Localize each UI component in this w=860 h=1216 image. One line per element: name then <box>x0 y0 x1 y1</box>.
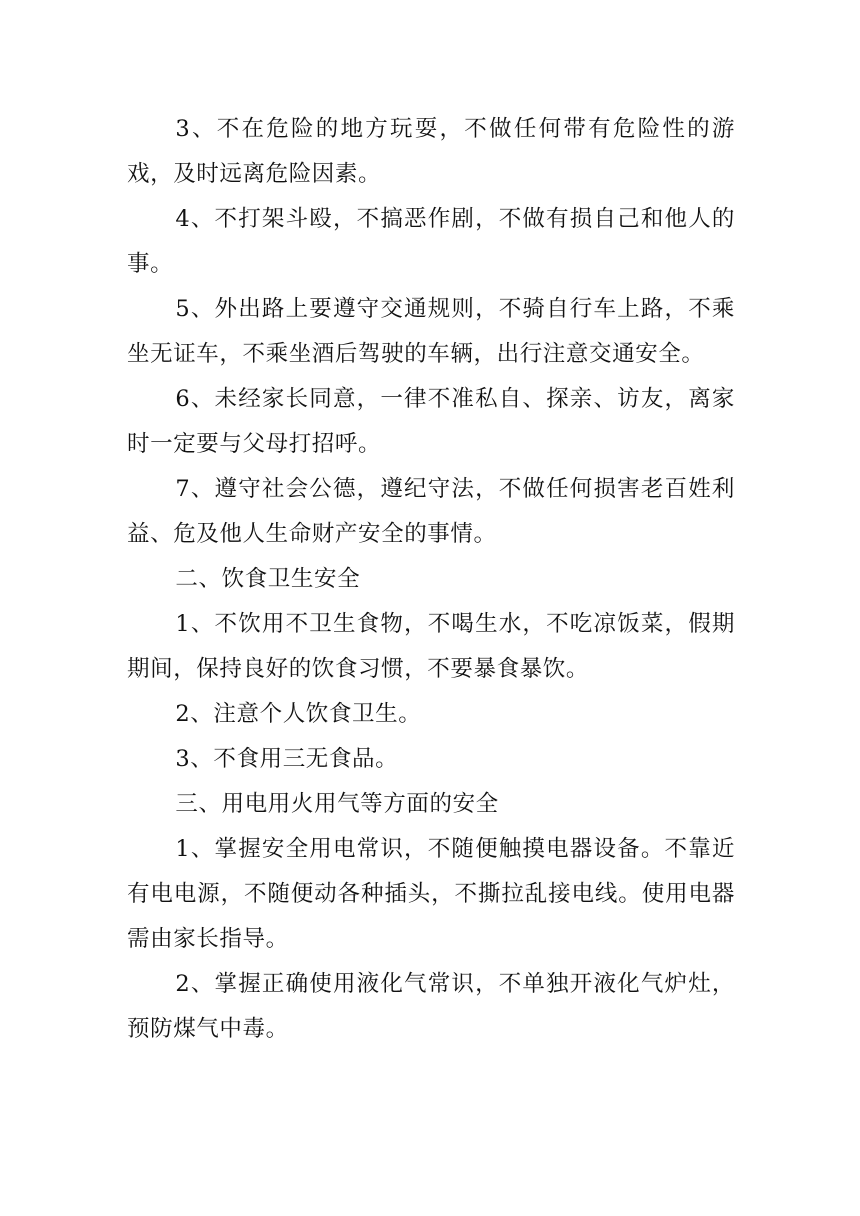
paragraph-item-6-parent-consent: 6、未经家长同意，一律不准私自、探亲、访友，离家时一定要与父母打招呼。 <box>127 386 735 457</box>
paragraph-item-7-social-morality: 7、遵守社会公德，遵纪守法，不做任何损害老百姓利益、危及他人生命财产安全的事情。 <box>127 476 735 547</box>
section-heading-food-safety: 二、饮食卫生安全 <box>175 566 361 592</box>
section-heading-electric-fire-gas: 三、用电用火用气等方面的安全 <box>175 791 499 817</box>
document-body <box>127 107 735 1052</box>
paragraph-item-4-no-fighting: 4、不打架斗殴，不搞恶作剧，不做有损自己和他人的事。 <box>127 206 735 277</box>
paragraph-food-item-1: 1、不饮用不卫生食物，不喝生水，不吃凉饭菜，假期期间，保持良好的饮食习惯，不要暴食暴饮。 <box>127 611 735 682</box>
paragraph-item-5-traffic-rules: 5、外出路上要遵守交通规则，不骑自行车上路，不乘坐无证车，不乘坐酒后驾驶的车辆，出行注意交通安全。 <box>127 296 735 367</box>
paragraph-food-item-2: 2、注意个人饮食卫生。 <box>175 701 422 727</box>
paragraph-electric-item-1: 1、掌握安全用电常识，不随便触摸电器设备。不靠近有电电源，不随便动各种插头，不撕拉乱接电线。使用电器需由家长指导。 <box>127 836 735 952</box>
paragraph-gas-item-2: 2、掌握正确使用液化气常识，不单独开液化气炉灶，预防煤气中毒。 <box>127 971 735 1042</box>
paragraph-item-3-danger-places: 3、不在危险的地方玩耍，不做任何带有危险性的游戏，及时远离危险因素。 <box>127 116 735 187</box>
paragraph-food-item-3: 3、不食用三无食品。 <box>175 746 399 772</box>
